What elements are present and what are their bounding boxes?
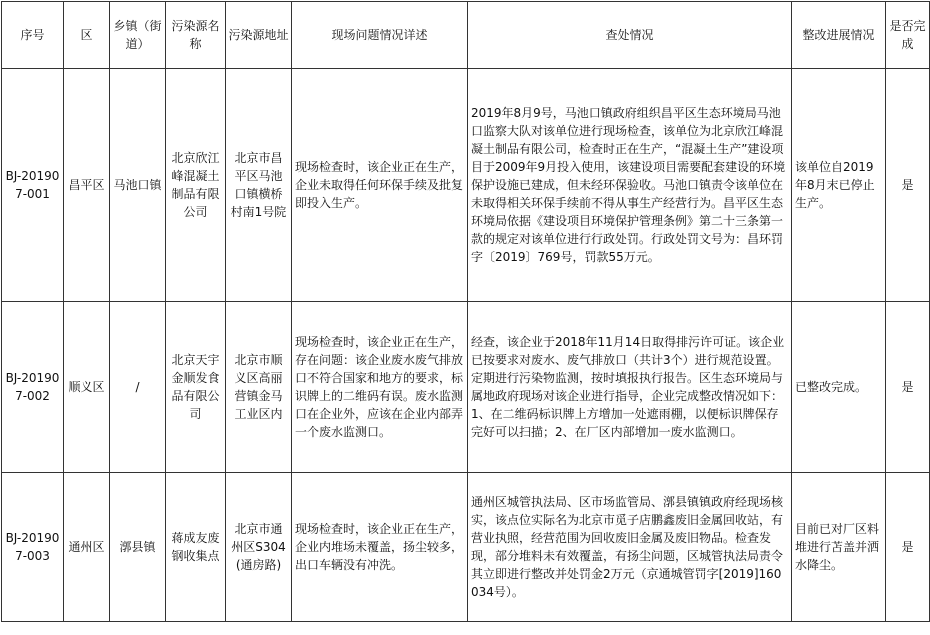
cell-handling: 2019年8月9号，马池口镇政府组织昌平区生态环境局马池口监察大队对该单位进行现场检查，该单位为北京欣江峰混凝土制品有限公司，检查时正在生产，“混凝土生产”建设项目于2009年9月投入使用，该建设项目需要配套建设的环境保护设施已建成，但未经环保验收。马池口镇责令该单位在未取得相关环保手续前不得从事生产经营行为。昌平区生态环境局依据《建设项目环境保护管理条例》第二十三条第一款的规定对该单位进行行政处罚。行政处罚文号为：昌环罚字〔2019〕769号，罚款55万元。	[468, 69, 792, 302]
cell-source-address: 北京市昌平区马池口镇横桥村南1号院	[226, 69, 292, 302]
header-progress: 整改进展情况	[792, 2, 886, 69]
cell-town: /	[110, 302, 166, 473]
cell-done: 是	[886, 69, 930, 302]
cell-district: 顺义区	[64, 302, 110, 473]
cell-progress: 目前已对厂区料堆进行苫盖并洒水降尘。	[792, 473, 886, 622]
cell-problem: 现场检查时，该企业正在生产，存在问题：该企业废水废气排放口不符合国家和地方的要求，标识牌上的二维码有误。废水监测口在企业外，应该在企业内部弄一个废水监测口。	[292, 302, 468, 473]
cell-town: 马池口镇	[110, 69, 166, 302]
cell-handling: 经查，该企业于2018年11月14日取得排污许可证。该企业已按要求对废水、废气排放口（共计3个）进行规范设置。定期进行污染物监测，按时填报执行报告。区生态环境局与属地政府现场对该企业进行指导，企业完成整改情况如下：1、在二维码标识牌上方增加一处遮雨棚，以便标识牌保存完好可以扫描；2、在厂区内部增加一废水监测口。	[468, 302, 792, 473]
header-row	[2, 2, 930, 69]
cell-seq: BJ-201907-003	[2, 473, 64, 622]
table-row	[2, 69, 930, 302]
cell-source-address: 北京市顺义区高丽营镇金马工业区内	[226, 302, 292, 473]
cell-district: 通州区	[64, 473, 110, 622]
header-district: 区	[64, 2, 110, 69]
header-source-name: 污染源名称	[166, 2, 226, 69]
cell-progress: 该单位自2019年8月末已停止生产。	[792, 69, 886, 302]
cell-source-name: 北京欣江峰混凝土制品有限公司	[166, 69, 226, 302]
cell-district: 昌平区	[64, 69, 110, 302]
cell-problem: 现场检查时，该企业正在生产，企业内堆场未覆盖，扬尘较多，出口车辆没有冲洗。	[292, 473, 468, 622]
pollution-inspection-table	[1, 1, 930, 622]
cell-handling: 通州区城管执法局、区市场监管局、漷县镇镇政府经现场核实，该点位实际名为北京市觅子店鹏鑫废旧金属回收站，有营业执照，经营范围为回收废旧金属及废旧物品。检查发现，部分堆料未有效覆盖，有扬尘问题，区城管执法局责令其立即进行整改并处罚金2万元（京通城管罚字[2019]160034号）。	[468, 473, 792, 622]
header-done: 是否完成	[886, 2, 930, 69]
cell-progress: 已整改完成。	[792, 302, 886, 473]
cell-done: 是	[886, 473, 930, 622]
header-seq: 序号	[2, 2, 64, 69]
cell-seq: BJ-201907-001	[2, 69, 64, 302]
header-source-address: 污染源地址	[226, 2, 292, 69]
cell-source-name: 蒋成友废钢收集点	[166, 473, 226, 622]
header-town: 乡镇（街道）	[110, 2, 166, 69]
table-row	[2, 302, 930, 473]
table-row	[2, 473, 930, 622]
cell-done: 是	[886, 302, 930, 473]
cell-source-name: 北京天宇金顺发食品有限公司	[166, 302, 226, 473]
cell-problem: 现场检查时，该企业正在生产，企业未取得任何环保手续及批复即投入生产。	[292, 69, 468, 302]
header-handling: 查处情况	[468, 2, 792, 69]
cell-source-address: 北京市通州区S304(通房路)	[226, 473, 292, 622]
cell-seq: BJ-201907-002	[2, 302, 64, 473]
cell-town: 漷县镇	[110, 473, 166, 622]
header-problem: 现场问题情况详述	[292, 2, 468, 69]
